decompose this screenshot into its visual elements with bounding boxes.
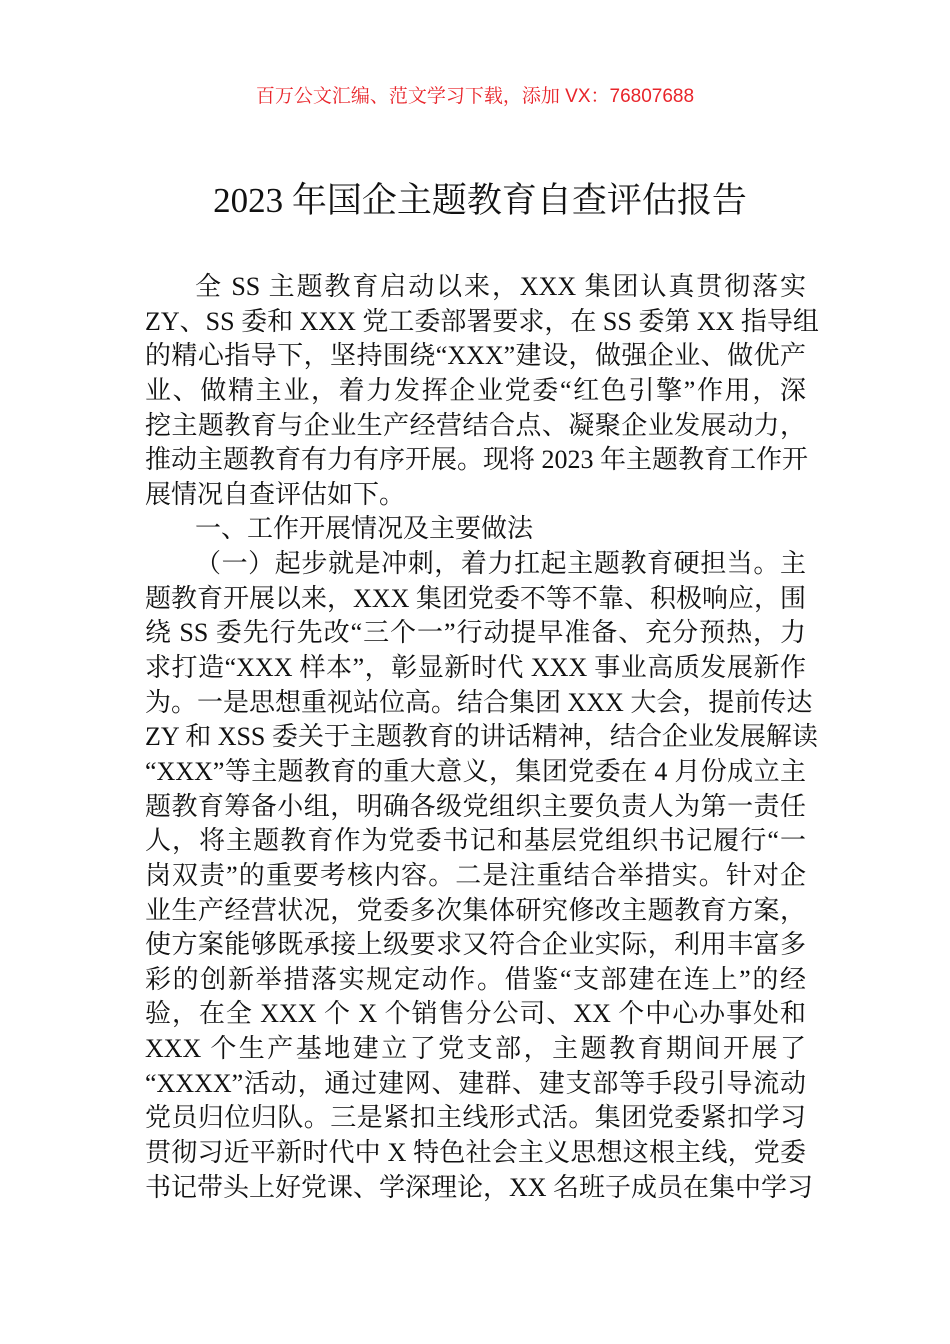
- paragraph-intro: [145, 270, 819, 512]
- text-line: 岗双责”的重要考核内容。二是注重结合举措实。针对企: [145, 860, 806, 890]
- text-line: 题教育筹备小组，明确各级党组织主要负责人为第一责任: [145, 791, 806, 821]
- text-line: 绕 SS 委先行先改“三个一”行动提早准备、充分预热，力: [145, 618, 806, 648]
- document-body: [145, 270, 819, 1205]
- text-line: 人，将主题教育作为党委书记和基层党组织书记履行“一: [145, 826, 806, 856]
- text-line: 题教育开展以来，XXX 集团党委不等不靠、积极响应，围: [145, 583, 806, 613]
- text-line: 书记带头上好党课、学深理论，XX 名班子成员在集中学习: [145, 1172, 814, 1202]
- text-line: XXX 个生产基地建立了党支部，主题教育期间开展了: [145, 1034, 806, 1064]
- text-line: 的精心指导下，坚持围绕“XXX”建设，做强企业、做优产: [145, 341, 806, 371]
- text-line: （一）起步就是冲刺，着力扛起主题教育硬担当。主: [195, 549, 806, 579]
- text-line: 为。一是思想重视站位高。结合集团 XXX 大会，提前传达: [145, 687, 813, 717]
- text-line: 使方案能够既承接上级要求又符合企业实际，利用丰富多: [145, 930, 806, 960]
- document-title: 2023 年国企主题教育自查评估报告: [213, 181, 747, 220]
- watermark-header: 百万公文汇编、范文学习下载，添加 VX：76807688: [255, 86, 695, 107]
- section-heading: 一、工作开展情况及主要做法: [195, 514, 534, 544]
- text-line: 展情况自查评估如下。: [145, 479, 406, 509]
- text-line: ZY、SS 委和 XXX 党工委部署要求，在 SS 委第 XX 指导组: [145, 306, 819, 336]
- text-line: 业、做精主业，着力发挥企业党委“红色引擎”作用，深: [145, 375, 806, 405]
- text-line: 推动主题教育有力有序开展。现将 2023 年主题教育工作开: [145, 445, 809, 475]
- text-line: ZY 和 XSS 委关于主题教育的讲话精神，结合企业发展解读: [145, 722, 818, 752]
- text-line: 挖主题教育与企业生产经营结合点、凝聚企业发展动力，: [145, 410, 806, 440]
- paragraph-section-1: [145, 547, 818, 1205]
- text-line: “XXXX”活动，通过建网、建群、建支部等手段引导流动: [145, 1068, 806, 1098]
- text-line: 验，在全 XXX 个 X 个销售分公司、XX 个中心办事处和: [145, 999, 806, 1029]
- text-line: 彩的创新举措落实规定动作。借鉴“支部建在连上”的经: [145, 964, 806, 994]
- text-line: 求打造“XXX 样本”，彰显新时代 XXX 事业高质发展新作: [145, 653, 806, 683]
- text-line: 业生产经营状况，党委多次集体研究修改主题教育方案，: [145, 895, 806, 925]
- text-line: 贯彻习近平新时代中 X 特色社会主义思想这根主线，党委: [145, 1138, 806, 1168]
- text-line: “XXX”等主题教育的重大意义，集团党委在 4 月份成立主: [145, 756, 806, 786]
- text-line: 党员归位归队。三是紧扣主线形式活。集团党委紧扣学习: [145, 1103, 806, 1133]
- text-line: 全 SS 主题教育启动以来，XXX 集团认真贯彻落实: [195, 272, 806, 301]
